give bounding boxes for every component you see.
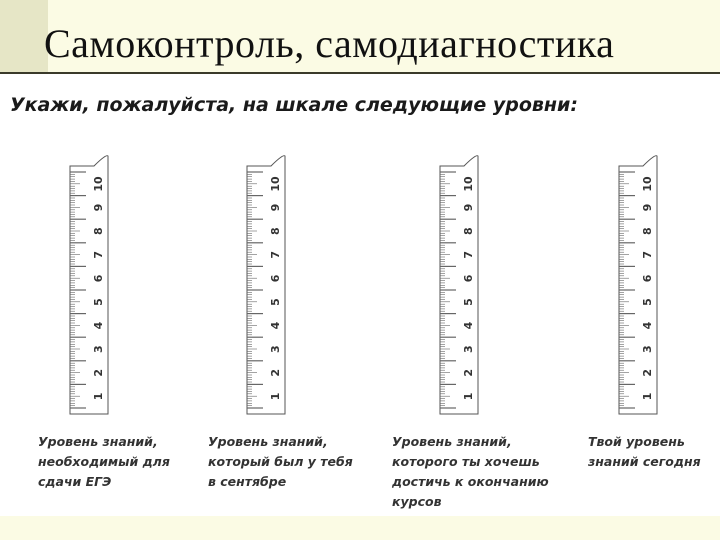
scale-column-ege <box>38 152 218 512</box>
caption-line: Уровень знаний, <box>392 434 512 449</box>
scale-column-september <box>208 152 388 512</box>
caption-line: Твой уровень <box>588 434 685 449</box>
caption-line: достичь к окончанию <box>392 474 549 489</box>
ruler-scale <box>615 152 661 422</box>
ruler-number: 5 <box>269 298 282 306</box>
worksheet-image <box>0 74 720 516</box>
ruler-number: 10 <box>462 176 475 192</box>
caption-line: Уровень знаний, <box>208 434 328 449</box>
slide-title: Самоконтроль, самодиагностика <box>44 21 615 66</box>
ruler-number: 8 <box>269 227 282 236</box>
ruler-number: 3 <box>641 345 654 354</box>
ruler-number: 1 <box>92 392 105 401</box>
ruler-number: 8 <box>462 227 475 236</box>
ruler-number: 2 <box>641 368 654 377</box>
ruler-number: 3 <box>462 345 475 354</box>
caption-line: знаний сегодня <box>588 454 701 469</box>
ruler-number: 6 <box>269 274 282 283</box>
caption-line: курсов <box>392 494 442 509</box>
ruler-number: 4 <box>641 321 654 330</box>
ruler-number: 7 <box>641 250 654 259</box>
ruler-number: 7 <box>92 250 105 259</box>
ruler-number: 4 <box>462 321 475 330</box>
ruler-number: 5 <box>641 298 654 306</box>
caption-line: который был у тебя <box>208 454 353 469</box>
caption-line: необходимый для <box>38 454 170 469</box>
ruler-number: 5 <box>92 298 105 306</box>
ruler-number: 6 <box>641 274 654 283</box>
ruler-number: 9 <box>641 203 654 212</box>
ruler-number: 4 <box>269 321 282 330</box>
caption-line: в сентябре <box>208 474 287 489</box>
ruler-number: 6 <box>462 274 475 283</box>
slide-left-accent-bar <box>0 0 48 75</box>
ruler-number: 2 <box>462 368 475 377</box>
ruler-number: 10 <box>269 176 282 192</box>
scale-caption <box>38 432 213 492</box>
ruler-number: 8 <box>92 227 105 236</box>
ruler-scale <box>436 152 482 422</box>
caption-line: которого ты хочешь <box>392 454 540 469</box>
ruler-number: 1 <box>269 392 282 401</box>
ruler-number: 7 <box>462 250 475 259</box>
caption-line: сдачи ЕГЭ <box>38 474 112 489</box>
ruler-number: 9 <box>92 203 105 212</box>
ruler-number: 10 <box>641 176 654 192</box>
ruler-number: 8 <box>641 227 654 236</box>
ruler-number: 9 <box>269 203 282 212</box>
ruler-number: 3 <box>92 345 105 354</box>
scale-column-goal <box>392 152 572 512</box>
ruler-number: 4 <box>92 321 105 330</box>
ruler-number: 1 <box>641 392 654 401</box>
scale-column-today <box>588 152 720 512</box>
ruler-number: 5 <box>462 298 475 306</box>
scale-caption <box>392 432 567 512</box>
ruler-number: 10 <box>92 176 105 192</box>
caption-line: Уровень знаний, <box>38 434 158 449</box>
ruler-number: 2 <box>92 368 105 377</box>
ruler-number: 7 <box>269 250 282 259</box>
ruler-number: 3 <box>269 345 282 354</box>
ruler-number: 2 <box>269 368 282 377</box>
worksheet-instruction: Укажи, пожалуйста, на шкале следующие уровни: <box>10 94 578 116</box>
scale-caption <box>588 432 720 472</box>
scale-caption <box>208 432 383 492</box>
ruler-number: 9 <box>462 203 475 212</box>
ruler-number: 6 <box>92 274 105 283</box>
ruler-scale <box>243 152 289 422</box>
slide-bottom-band <box>0 516 720 540</box>
ruler-scale <box>66 152 112 422</box>
ruler-number: 1 <box>462 392 475 401</box>
